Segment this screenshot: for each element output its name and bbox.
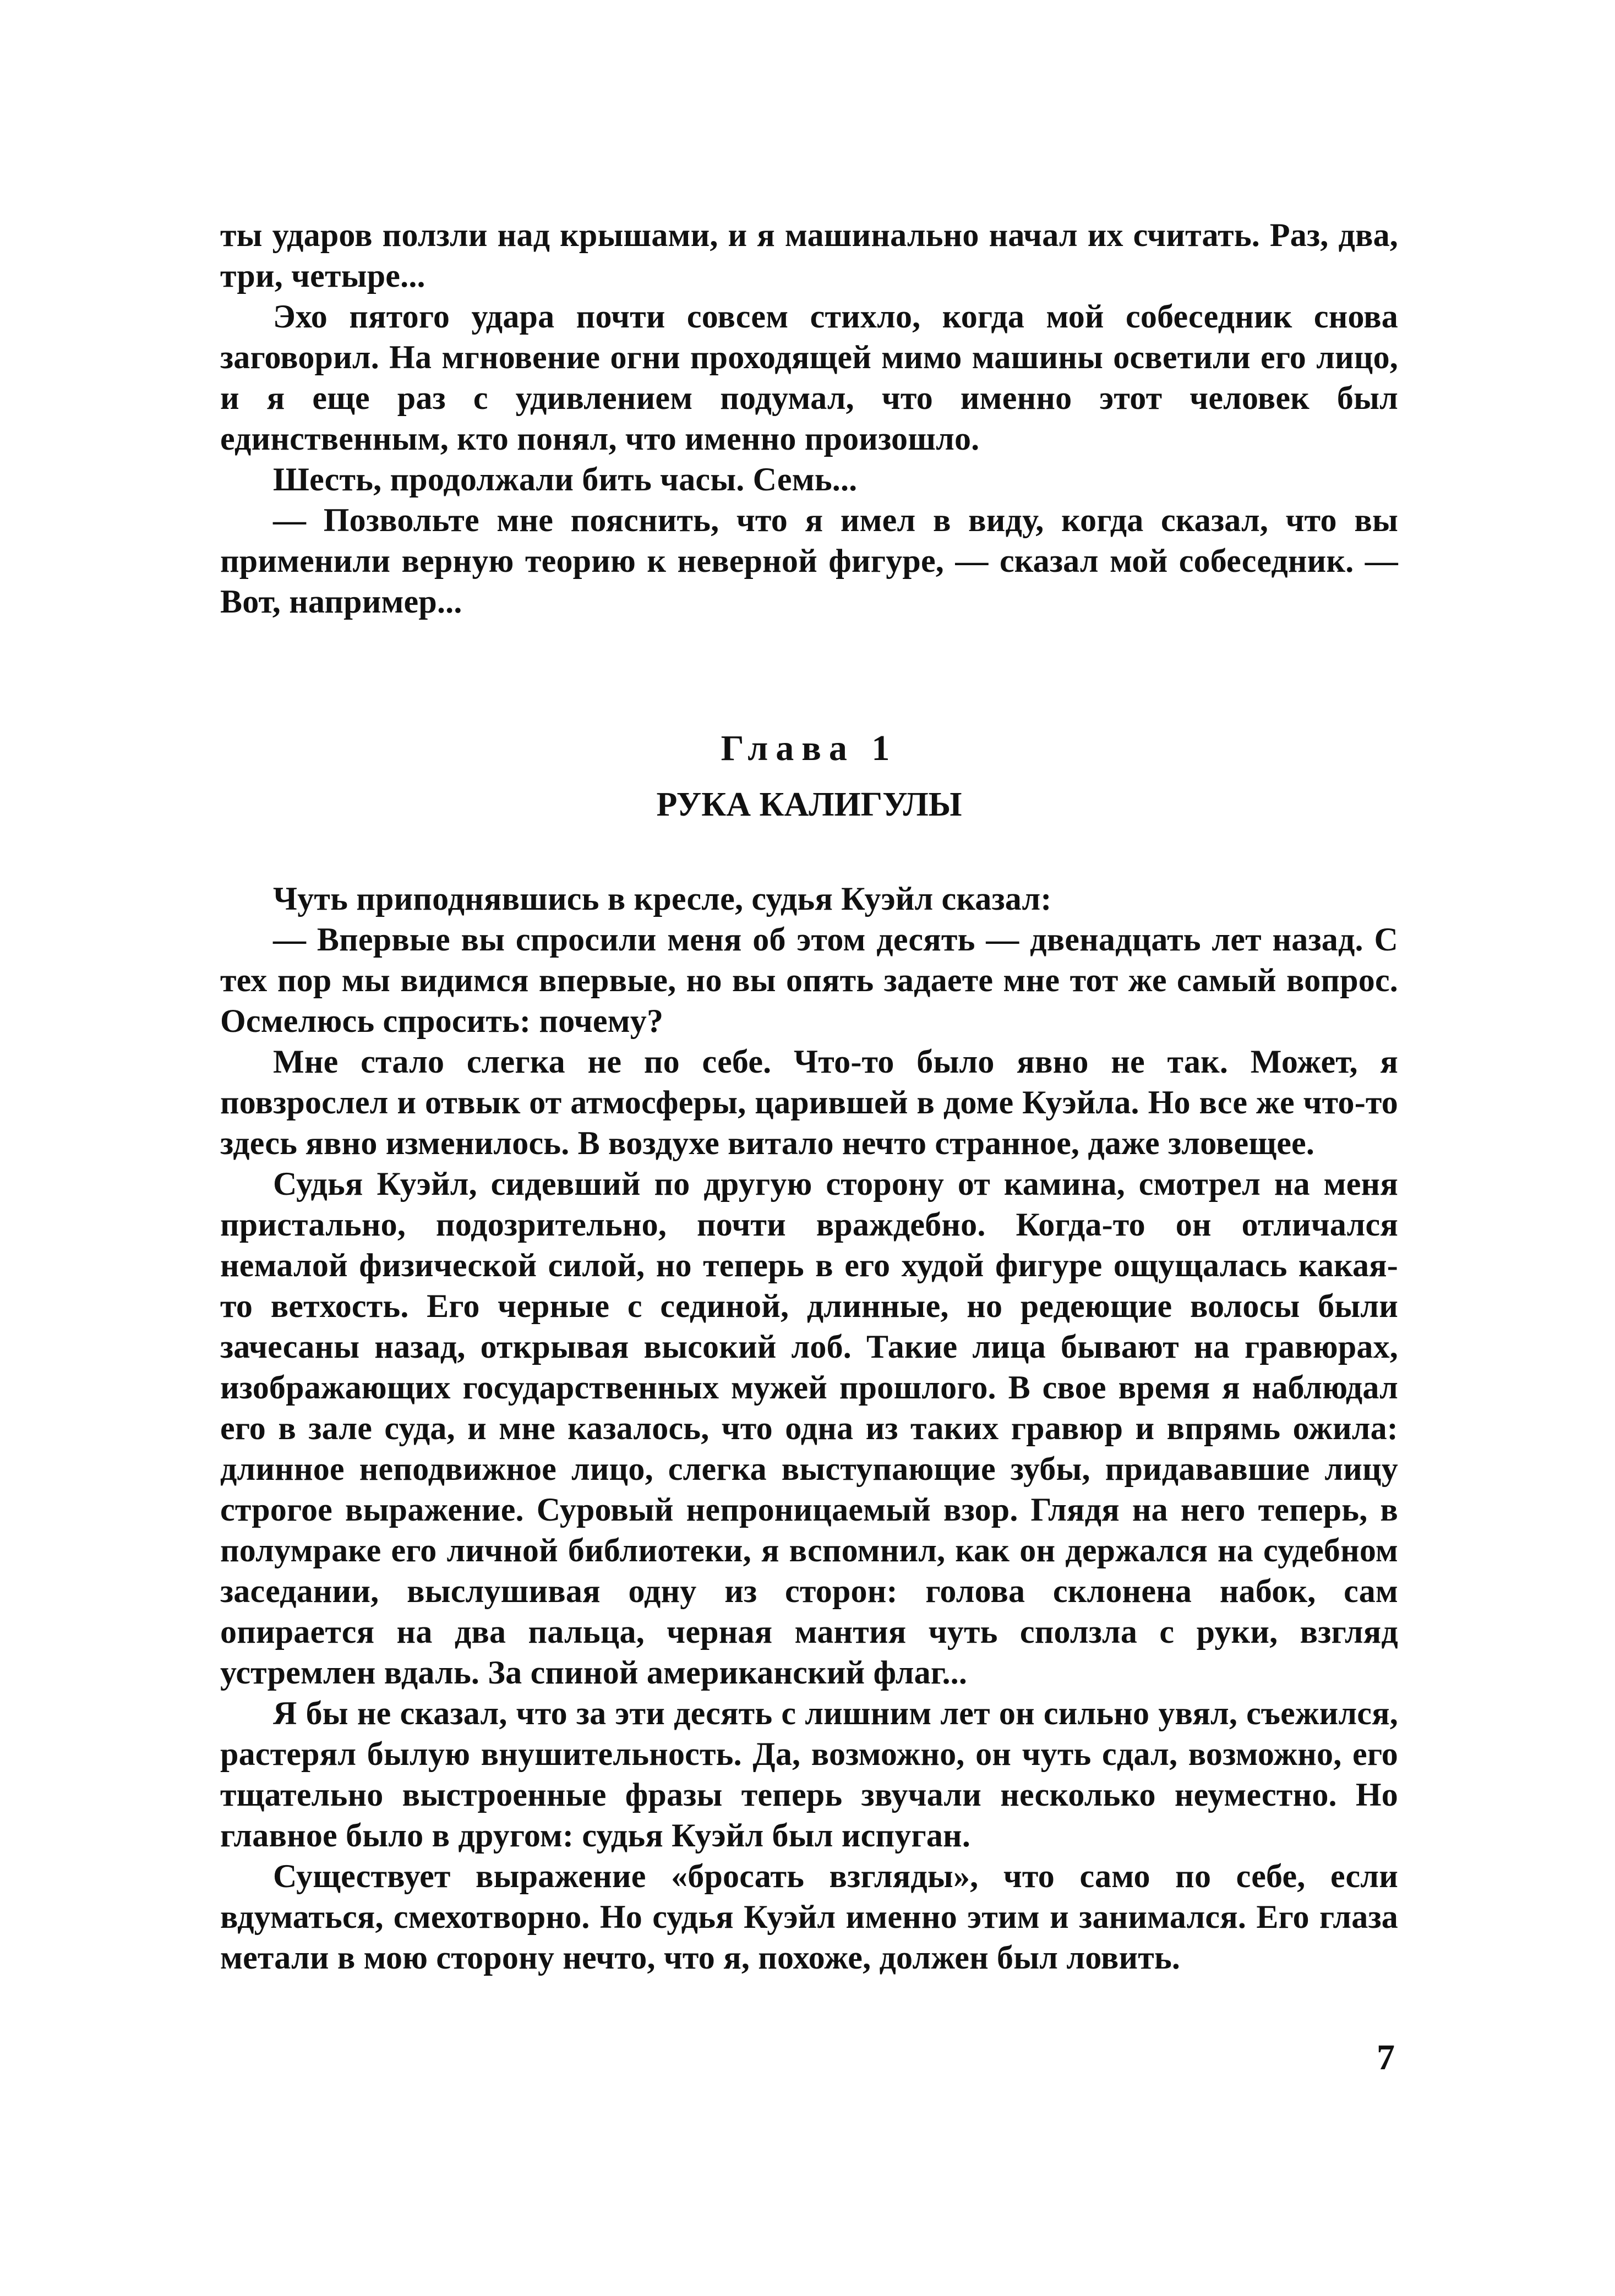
chapter-paragraph-4: Судья Куэйл, сидевший по другую сторону от камина, смотрел на меня пристально, подозрительно, почти враждебно. Когда-то он отличался немалой физической силой, но теперь в его худой фигуре ощущалась какая-то ветхость. Его черные с сединой, длинные, но редеющие волосы были зачесаны назад, открывая высокий лоб. Такие лица бывают на гравюрах, изображающих государственных мужей прошлого. В свое время я наблюдал его в зале суда, и мне казалось, что одна из таких гравюр и впрямь ожила: длинное неподвижное лицо, слегка выступающие зубы, придававшие лицу строгое выражение. Суровый непроницаемый взор. Глядя на него теперь, в полумраке его личной библиотеки, я вспомнил, как он держался на судебном заседании, выслушивая одну из сторон: голова склонена набок, сам опирается на два пальца, черная мантия чуть сползла с руки, взгляд устремлен вдаль. За спиной американский флаг...	[220, 1166, 1398, 1691]
chapter-paragraph-1: Чуть приподнявшись в кресле, судья Куэйл сказал:	[273, 881, 1052, 917]
book-page	[220, 215, 1398, 1978]
intro-paragraph-3: Шесть, продолжали бить часы. Семь...	[273, 461, 858, 498]
chapter-paragraph-5: Я бы не сказал, что за эти десять с лишним лет он сильно увял, съежился, растерял былую внушительность. Да, возможно, он чуть сдал, возможно, его тщательно выстроенные фразы теперь звучали несколько неуместно. Но главное было в другом: судья Куэйл был испуган.	[220, 1695, 1398, 1854]
chapter-paragraph-6: Существует выражение «бросать взгляды», что само по себе, если вдуматься, смехотворно. Но судья Куэйл именно этим и занимался. Его глаза метали в мою сторону нечто, что я, похоже, должен был ловить.	[220, 1858, 1398, 1976]
intro-paragraph-1: ты ударов ползли над крышами, и я машинально начал их считать. Раз, два, три, четыре...	[220, 217, 1398, 294]
chapter-title: РУКА КАЛИГУЛЫ	[656, 786, 962, 823]
intro-paragraph-2: Эхо пятого удара почти совсем стихло, когда мой собеседник снова заговорил. На мгновение огни проходящей мимо машины осветили его лицо, и я еще раз с удивлением подумал, что именно этот человек был единственным, кто понял, что именно произошло.	[220, 298, 1398, 457]
chapter-label: Глава 1	[721, 728, 898, 768]
chapter-paragraph-3: Мне стало слегка не по себе. Что-то было явно не так. Может, я повзрослел и отвык от атмосферы, царившей в доме Куэйла. Но все же что-то здесь явно изменилось. В воздухе витало нечто странное, даже зловещее.	[220, 1043, 1398, 1161]
chapter-paragraph-2: — Впервые вы спросили меня об этом десять — двенадцать лет назад. С тех пор мы видимся впервые, но вы опять задаете мне тот же самый вопрос. Осмелюсь спросить: почему?	[220, 921, 1398, 1039]
intro-paragraph-4: — Позвольте мне пояснить, что я имел в виду, когда сказал, что вы применили верную теорию к неверной фигуре, — сказал мой собеседник. — Вот, например...	[220, 502, 1398, 620]
page-number: 7	[1377, 2037, 1395, 2078]
